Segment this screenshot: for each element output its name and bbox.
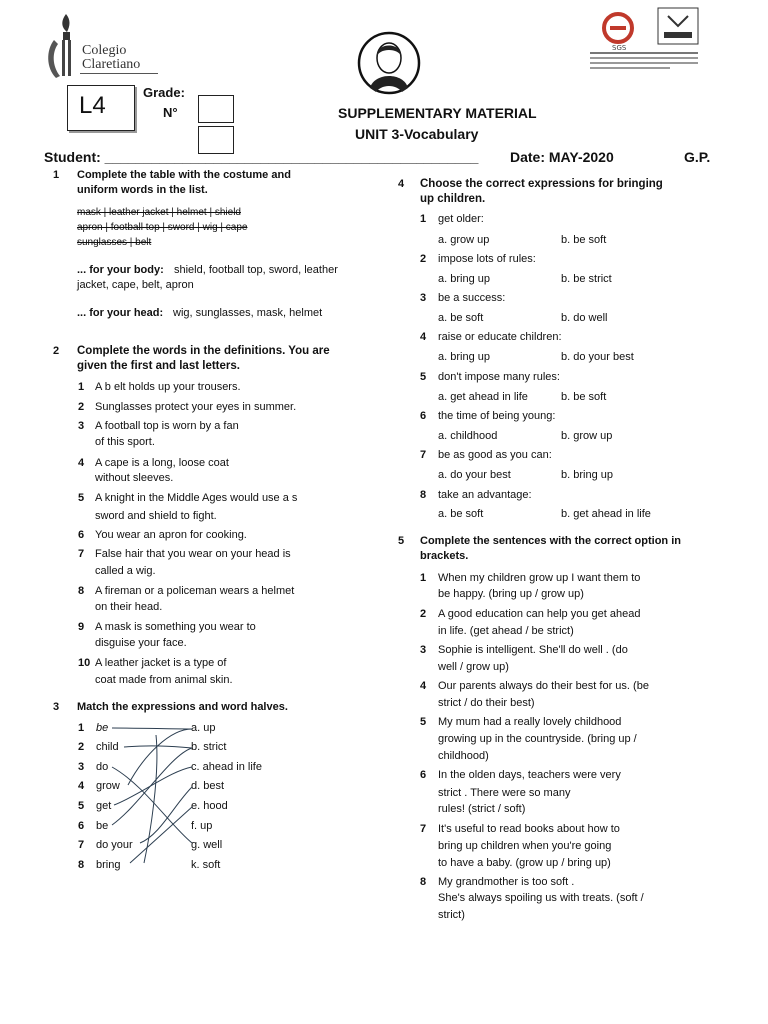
- ex4-option-b[interactable]: b. do well: [561, 312, 608, 324]
- ex4-question: be as good as you can:: [438, 449, 552, 461]
- ex4-option-b[interactable]: b. be soft: [561, 391, 607, 403]
- ex4-item-number: 6: [420, 410, 427, 422]
- ex5-sentence-line: childhood): [438, 750, 489, 762]
- ex4-option-a[interactable]: a. do your best: [438, 469, 511, 481]
- ex3-right-option: d. best: [191, 780, 225, 792]
- ex3-right-option: a. up: [191, 722, 216, 734]
- ex2-item-text[interactable]: A mask is something you wear to: [95, 621, 256, 633]
- ex3-left-word: do your: [96, 839, 133, 851]
- ex5-item-number: 6: [420, 769, 427, 781]
- ex2-item-number: 2: [78, 401, 85, 413]
- ex3-item-number: 5: [78, 800, 85, 812]
- ex4-option-b[interactable]: b. grow up: [561, 430, 613, 442]
- ex4-item-number: 5: [420, 371, 427, 383]
- ex3-item-number: 1: [78, 722, 85, 734]
- ex5-sentence-line: rules! (strict / soft): [438, 803, 526, 815]
- page-title: SUPPLEMENTARY MATERIAL: [338, 105, 537, 121]
- ex2-item-text-cont: on their head.: [95, 601, 163, 613]
- ex3-number: 3: [53, 701, 60, 713]
- ex5-sentence-line: growing up in the countryside. (bring up /: [438, 733, 637, 745]
- certification-badge-icon: [588, 6, 700, 70]
- ex2-item-text-cont: coat made from animal skin.: [95, 674, 233, 686]
- ex4-option-a[interactable]: a. grow up: [438, 234, 490, 246]
- ex5-sentence-line: be happy. (bring up / grow up): [438, 588, 584, 600]
- ex2-item-number: 10: [78, 657, 91, 669]
- grade-label: Grade:: [143, 85, 185, 100]
- level-box: [67, 85, 135, 131]
- ex2-item-text[interactable]: A fireman or a policeman wears a helmet: [95, 585, 295, 597]
- svg-text:SGS: SGS: [612, 44, 627, 52]
- ex4-question: take an advantage:: [438, 489, 532, 501]
- school-name-line2: Claretiano: [82, 57, 141, 72]
- ex5-sentence-line: strict / do their best): [438, 697, 535, 709]
- ex5-sentence-line[interactable]: Sophie is intelligent. She'll do well . (do: [438, 644, 628, 656]
- ex4-question: raise or educate children:: [438, 331, 562, 343]
- ex1-wordlist-line2: apron | football top | sword | wig | cape: [77, 222, 248, 233]
- ex3-item-number: 8: [78, 859, 85, 871]
- ex4-item-number: 8: [420, 489, 427, 501]
- ex3-right-option: c. ahead in life: [191, 761, 262, 773]
- ex3-left-word: bring: [96, 859, 121, 871]
- ex3-item-number: 2: [78, 741, 85, 753]
- ex4-option-a[interactable]: a. be soft: [438, 312, 484, 324]
- ex2-item-number: 1: [78, 381, 85, 393]
- ex2-item-text[interactable]: A b elt holds up your trousers.: [95, 381, 241, 393]
- ex2-instruction-line2: given the first and last letters.: [77, 360, 240, 372]
- ex5-sentence-line: well / grow up): [438, 661, 509, 673]
- ex2-item-number: 9: [78, 621, 85, 633]
- ex4-item-number: 4: [420, 331, 427, 343]
- ex1-wordlist-line3: sunglasses | belt: [77, 237, 152, 248]
- level-label: L4: [79, 92, 106, 119]
- ex5-sentence-line[interactable]: When my children grow up I want them to: [438, 572, 641, 584]
- ex2-number: 2: [53, 345, 60, 357]
- ex1-number: 1: [53, 169, 60, 181]
- ex4-option-a[interactable]: a. childhood: [438, 430, 498, 442]
- date-label: Date: MAY-2020: [510, 149, 614, 165]
- ex4-instruction-line2: up children.: [420, 193, 486, 205]
- ex3-right-option: g. well: [191, 839, 223, 851]
- ex4-option-a[interactable]: a. bring up: [438, 273, 490, 285]
- ex2-instruction-line1: Complete the words in the definitions. You are: [77, 345, 330, 357]
- ex5-item-number: 7: [420, 823, 427, 835]
- ex5-sentence-line[interactable]: My mum had a really lovely childhood: [438, 716, 622, 728]
- ex4-option-b[interactable]: b. be soft: [561, 234, 607, 246]
- ex1-instruction-line2: uniform words in the list.: [77, 184, 208, 196]
- ex4-option-b[interactable]: b. bring up: [561, 469, 613, 481]
- ex2-item-number: 6: [78, 529, 85, 541]
- ex4-instruction-line1: Choose the correct expressions for bringing: [420, 178, 663, 190]
- ex5-number: 5: [398, 535, 405, 547]
- ex5-item-number: 4: [420, 680, 427, 692]
- ex4-option-b[interactable]: b. get ahead in life: [561, 508, 651, 520]
- ex1-instruction-line1: Complete the table with the costume and: [77, 169, 291, 181]
- ex2-item-text: A knight in the Middle Ages would use a s: [95, 492, 298, 504]
- ex2-item-text-cont: disguise your face.: [95, 637, 187, 649]
- ex2-item-text-cont: without sleeves.: [95, 472, 174, 484]
- ex4-question: get older:: [438, 213, 484, 225]
- ex5-instruction-line2: brackets.: [420, 550, 469, 562]
- ex2-item-text-cont[interactable]: sword and shield to fight.: [95, 510, 217, 522]
- ex4-option-b[interactable]: b. be strict: [561, 273, 612, 285]
- ex3-left-word: grow: [96, 780, 120, 792]
- ex3-item-number: 7: [78, 839, 85, 851]
- ex3-item-number: 3: [78, 761, 85, 773]
- ex4-question: don't impose many rules:: [438, 371, 560, 383]
- ex5-sentence-line[interactable]: bring up children when you're going: [438, 840, 612, 852]
- ex5-instruction-line1: Complete the sentences with the correct option in: [420, 535, 681, 547]
- ex2-item-number: 4: [78, 457, 85, 469]
- ex4-question: the time of being young:: [438, 410, 556, 422]
- ex5-item-number: 2: [420, 608, 427, 620]
- saint-portrait: [356, 26, 422, 100]
- ex3-left-word: get: [96, 800, 112, 812]
- ex5-sentence-line: It's useful to read books about how to: [438, 823, 620, 835]
- ex3-item-number: 6: [78, 820, 85, 832]
- ex2-item-text: False hair that you wear on your head is: [95, 548, 291, 560]
- ex3-left-word: be: [96, 820, 109, 832]
- ex1-body-answer-line1[interactable]: shield, football top, sword, leather: [174, 264, 338, 276]
- ex2-item-number: 7: [78, 548, 85, 560]
- gp-label: G.P.: [684, 149, 711, 165]
- ex3-left-word: be: [96, 722, 109, 734]
- ex3-right-option: b. strict: [191, 741, 227, 753]
- ex5-sentence-line: in life. (get ahead / be strict): [438, 625, 574, 637]
- grade-box[interactable]: [198, 95, 234, 123]
- ex2-item-text-cont: of this sport.: [95, 436, 155, 448]
- ex4-question: be a success:: [438, 292, 506, 304]
- ex1-body-answer-line2[interactable]: jacket, cape, belt, apron: [77, 279, 194, 291]
- ex5-sentence-line[interactable]: A good education can help you get ahead: [438, 608, 641, 620]
- ex4-option-b[interactable]: b. do your best: [561, 351, 634, 363]
- ex2-item-text[interactable]: A leather jacket is a type of: [95, 657, 227, 669]
- ex5-sentence-line: to have a baby. (grow up / bring up): [438, 857, 611, 869]
- ex3-matching-lines[interactable]: [100, 715, 200, 875]
- ex2-item-text[interactable]: A cape is a long, loose coat: [95, 457, 229, 469]
- ex3-instruction: Match the expressions and word halves.: [77, 701, 288, 713]
- ex5-sentence-line[interactable]: strict . There were so many: [438, 787, 571, 799]
- ex5-item-number: 3: [420, 644, 427, 656]
- portrait-icon: [356, 26, 422, 100]
- ex2-item-number: 5: [78, 492, 85, 504]
- ex2-item-number: 3: [78, 420, 85, 432]
- certification-logos: [588, 6, 700, 70]
- ex5-item-number: 5: [420, 716, 427, 728]
- ex4-question: impose lots of rules:: [438, 253, 536, 265]
- ex4-item-number: 7: [420, 449, 427, 461]
- ex2-item-text[interactable]: A football top is worn by a fan: [95, 420, 239, 432]
- ex2-item-text-cont[interactable]: called a wig.: [95, 565, 156, 577]
- ex3-left-word: do: [96, 761, 109, 773]
- ex5-item-number: 1: [420, 572, 427, 584]
- ex1-head-label: ... for your head:: [77, 307, 164, 319]
- ex5-sentence-line: In the olden days, teachers were very: [438, 769, 621, 781]
- student-label[interactable]: Student: ________________________________________________: [44, 149, 479, 165]
- ex4-number: 4: [398, 178, 405, 190]
- ex1-body-label: ... for your body:: [77, 264, 164, 276]
- ex4-option-a[interactable]: a. bring up: [438, 351, 490, 363]
- ex5-sentence-line: She's always spoiling us with treats. (soft /: [438, 892, 644, 904]
- page-subtitle: UNIT 3-Vocabulary: [355, 126, 479, 142]
- ex5-sentence-line: strict): [438, 909, 465, 921]
- ex3-right-option: e. hood: [191, 800, 228, 812]
- ex1-wordlist-line1: mask | leather jacket | helmet | shield: [77, 207, 241, 218]
- ex5-sentence-line[interactable]: Our parents always do their best for us. (be: [438, 680, 649, 692]
- ex4-item-number: 3: [420, 292, 427, 304]
- ex5-sentence-line[interactable]: My grandmother is too soft .: [438, 876, 575, 888]
- school-name-underline: [80, 73, 158, 74]
- ex2-item-text[interactable]: Sunglasses protect your eyes in summer.: [95, 401, 297, 413]
- number-label: N°: [163, 105, 178, 120]
- ex3-item-number: 4: [78, 780, 85, 792]
- ex2-item-number: 8: [78, 585, 85, 597]
- ex4-option-a[interactable]: a. be soft: [438, 508, 484, 520]
- school-name-line1: Colegio: [82, 43, 127, 58]
- ex4-item-number: 2: [420, 253, 427, 265]
- ex4-option-a[interactable]: a. get ahead in life: [438, 391, 528, 403]
- ex2-item-text[interactable]: You wear an apron for cooking.: [95, 529, 247, 541]
- ex3-right-option: f. up: [191, 820, 213, 832]
- ex1-head-answer[interactable]: wig, sunglasses, mask, helmet: [173, 307, 323, 319]
- ex5-item-number: 8: [420, 876, 427, 888]
- ex4-item-number: 1: [420, 213, 427, 225]
- ex3-left-word: child: [96, 741, 119, 753]
- ex3-right-option: k. soft: [191, 859, 221, 871]
